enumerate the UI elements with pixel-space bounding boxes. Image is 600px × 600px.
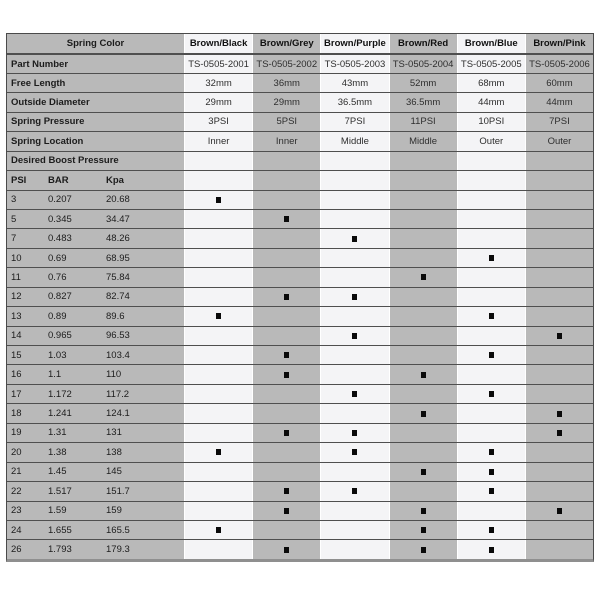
bar-value: 0.207 bbox=[44, 191, 102, 209]
empty-cell bbox=[389, 171, 457, 189]
marker-cell bbox=[389, 521, 457, 539]
empty-cell bbox=[252, 171, 320, 189]
spec-value-cell: 7PSI bbox=[525, 113, 593, 131]
marker-cell bbox=[252, 268, 320, 286]
black-square-marker bbox=[557, 430, 562, 436]
black-square-marker bbox=[421, 508, 426, 514]
boost-row bbox=[7, 384, 593, 403]
marker-cell bbox=[252, 327, 320, 345]
marker-cell bbox=[184, 249, 252, 267]
spec-value-cell: 36.5mm bbox=[320, 93, 388, 111]
marker-cell bbox=[252, 385, 320, 403]
row-label: Spring Location bbox=[7, 132, 184, 150]
boost-row bbox=[7, 423, 593, 442]
marker-cell bbox=[320, 424, 388, 442]
boost-row bbox=[7, 442, 593, 461]
black-square-marker bbox=[284, 294, 289, 300]
black-square-marker bbox=[421, 469, 426, 475]
marker-cell bbox=[389, 210, 457, 228]
marker-cell bbox=[184, 191, 252, 209]
marker-cell bbox=[389, 540, 457, 558]
psi-value: 16 bbox=[7, 365, 44, 383]
marker-cell bbox=[389, 443, 457, 461]
spec-value-cell: 52mm bbox=[389, 74, 457, 92]
psi-value: 14 bbox=[7, 327, 44, 345]
header-row bbox=[7, 34, 593, 53]
marker-cell bbox=[525, 365, 593, 383]
marker-cell bbox=[252, 443, 320, 461]
black-square-marker bbox=[557, 411, 562, 417]
psi-value: 13 bbox=[7, 307, 44, 325]
marker-cell bbox=[320, 482, 388, 500]
marker-cell bbox=[320, 191, 388, 209]
kpa-header: Kpa bbox=[102, 171, 184, 189]
boost-row bbox=[7, 287, 593, 306]
marker-cell bbox=[184, 443, 252, 461]
column-header: Brown/Red bbox=[389, 34, 457, 53]
bar-value: 0.483 bbox=[44, 229, 102, 247]
spec-value-cell: 29mm bbox=[252, 93, 320, 111]
marker-cell bbox=[320, 365, 388, 383]
spec-value-cell: TS-0505-2006 bbox=[525, 55, 593, 72]
black-square-marker bbox=[284, 352, 289, 358]
marker-cell bbox=[320, 268, 388, 286]
marker-cell bbox=[389, 249, 457, 267]
black-square-marker bbox=[216, 197, 221, 203]
boost-row bbox=[7, 326, 593, 345]
psi-header: PSI bbox=[7, 171, 44, 189]
marker-cell bbox=[320, 463, 388, 481]
black-square-marker bbox=[557, 508, 562, 514]
empty-cell bbox=[525, 152, 593, 170]
marker-cell bbox=[389, 307, 457, 325]
marker-cell bbox=[252, 424, 320, 442]
spec-value-cell: 43mm bbox=[320, 74, 388, 92]
black-square-marker bbox=[489, 255, 494, 261]
kpa-value: 103.4 bbox=[102, 346, 184, 364]
marker-cell bbox=[184, 540, 252, 558]
marker-cell bbox=[525, 482, 593, 500]
spec-value-cell: TS-0505-2003 bbox=[320, 55, 388, 72]
spec-value-cell: Inner bbox=[184, 132, 252, 150]
boost-row bbox=[7, 228, 593, 247]
bar-value: 1.31 bbox=[44, 424, 102, 442]
spec-value-cell: 3PSI bbox=[184, 113, 252, 131]
marker-cell bbox=[389, 502, 457, 520]
marker-cell bbox=[320, 288, 388, 306]
boost-row bbox=[7, 190, 593, 209]
bar-value: 0.965 bbox=[44, 327, 102, 345]
marker-cell bbox=[252, 540, 320, 558]
bar-value: 0.345 bbox=[44, 210, 102, 228]
bar-value: 1.1 bbox=[44, 365, 102, 383]
marker-cell bbox=[389, 365, 457, 383]
bar-header: BAR bbox=[44, 171, 102, 189]
marker-cell bbox=[457, 424, 525, 442]
marker-cell bbox=[320, 249, 388, 267]
marker-cell bbox=[252, 249, 320, 267]
boost-row bbox=[7, 403, 593, 422]
marker-cell bbox=[389, 327, 457, 345]
kpa-value: 124.1 bbox=[102, 404, 184, 422]
black-square-marker bbox=[557, 333, 562, 339]
black-square-marker bbox=[284, 547, 289, 553]
marker-cell bbox=[457, 404, 525, 422]
kpa-value: 75.84 bbox=[102, 268, 184, 286]
black-square-marker bbox=[284, 216, 289, 222]
marker-cell bbox=[184, 288, 252, 306]
black-square-marker bbox=[421, 411, 426, 417]
psi-value: 12 bbox=[7, 288, 44, 306]
black-square-marker bbox=[352, 488, 357, 494]
kpa-value: 89.6 bbox=[102, 307, 184, 325]
marker-cell bbox=[389, 385, 457, 403]
black-square-marker bbox=[421, 372, 426, 378]
marker-cell bbox=[320, 307, 388, 325]
marker-cell bbox=[389, 268, 457, 286]
marker-cell bbox=[457, 502, 525, 520]
marker-cell bbox=[525, 288, 593, 306]
marker-cell bbox=[184, 482, 252, 500]
marker-cell bbox=[457, 288, 525, 306]
black-square-marker bbox=[421, 547, 426, 553]
bar-value: 1.172 bbox=[44, 385, 102, 403]
spec-value-cell: 7PSI bbox=[320, 113, 388, 131]
spec-value-cell: TS-0505-2001 bbox=[184, 55, 252, 72]
psi-value: 21 bbox=[7, 463, 44, 481]
spec-value-cell: TS-0505-2002 bbox=[252, 55, 320, 72]
marker-cell bbox=[184, 385, 252, 403]
bar-value: 1.655 bbox=[44, 521, 102, 539]
psi-value: 7 bbox=[7, 229, 44, 247]
marker-cell bbox=[252, 365, 320, 383]
marker-cell bbox=[252, 521, 320, 539]
empty-cell bbox=[184, 152, 252, 170]
spec-value-cell: Inner bbox=[252, 132, 320, 150]
bar-value: 1.517 bbox=[44, 482, 102, 500]
marker-cell bbox=[457, 482, 525, 500]
kpa-value: 48.26 bbox=[102, 229, 184, 247]
marker-cell bbox=[184, 327, 252, 345]
marker-cell bbox=[457, 191, 525, 209]
marker-cell bbox=[457, 307, 525, 325]
column-header: Brown/Black bbox=[184, 34, 252, 53]
marker-cell bbox=[525, 210, 593, 228]
psi-value: 20 bbox=[7, 443, 44, 461]
marker-cell bbox=[184, 268, 252, 286]
marker-cell bbox=[184, 424, 252, 442]
spec-row bbox=[7, 112, 593, 131]
psi-value: 10 bbox=[7, 249, 44, 267]
spec-value-cell: 44mm bbox=[525, 93, 593, 111]
marker-cell bbox=[457, 346, 525, 364]
marker-cell bbox=[525, 307, 593, 325]
bar-value: 1.38 bbox=[44, 443, 102, 461]
spec-value-cell: 68mm bbox=[457, 74, 525, 92]
black-square-marker bbox=[421, 274, 426, 280]
empty-cell bbox=[320, 171, 388, 189]
black-square-marker bbox=[421, 527, 426, 533]
black-square-marker bbox=[216, 449, 221, 455]
marker-cell bbox=[525, 540, 593, 558]
empty-cell bbox=[525, 171, 593, 189]
empty-cell bbox=[457, 171, 525, 189]
marker-cell bbox=[389, 424, 457, 442]
spec-value-cell: 10PSI bbox=[457, 113, 525, 131]
empty-cell bbox=[457, 152, 525, 170]
marker-cell bbox=[184, 502, 252, 520]
marker-cell bbox=[320, 521, 388, 539]
marker-cell bbox=[252, 191, 320, 209]
marker-cell bbox=[252, 404, 320, 422]
section-label: Desired Boost Pressure bbox=[7, 152, 184, 170]
marker-cell bbox=[389, 482, 457, 500]
black-square-marker bbox=[352, 430, 357, 436]
marker-cell bbox=[184, 346, 252, 364]
marker-cell bbox=[457, 249, 525, 267]
marker-cell bbox=[457, 443, 525, 461]
kpa-value: 131 bbox=[102, 424, 184, 442]
section-row-desired-boost-pressure bbox=[7, 151, 593, 170]
spec-value-cell: 11PSI bbox=[389, 113, 457, 131]
marker-cell bbox=[184, 229, 252, 247]
spec-value-cell: 36.5mm bbox=[389, 93, 457, 111]
boost-row bbox=[7, 462, 593, 481]
marker-cell bbox=[457, 268, 525, 286]
marker-cell bbox=[457, 385, 525, 403]
spec-value-cell: 32mm bbox=[184, 74, 252, 92]
kpa-value: 117.2 bbox=[102, 385, 184, 403]
boost-row bbox=[7, 209, 593, 228]
boost-row bbox=[7, 481, 593, 500]
marker-cell bbox=[184, 210, 252, 228]
bar-value: 0.89 bbox=[44, 307, 102, 325]
column-header: Brown/Blue bbox=[457, 34, 525, 53]
marker-cell bbox=[184, 463, 252, 481]
bar-value: 1.45 bbox=[44, 463, 102, 481]
black-square-marker bbox=[284, 488, 289, 494]
marker-cell bbox=[525, 443, 593, 461]
empty-cell bbox=[389, 152, 457, 170]
black-square-marker bbox=[284, 372, 289, 378]
bar-value: 0.69 bbox=[44, 249, 102, 267]
kpa-value: 159 bbox=[102, 502, 184, 520]
psi-value: 19 bbox=[7, 424, 44, 442]
psi-value: 3 bbox=[7, 191, 44, 209]
spec-value-cell: 44mm bbox=[457, 93, 525, 111]
spec-value-cell: 5PSI bbox=[252, 113, 320, 131]
boost-row bbox=[7, 267, 593, 286]
psi-value: 15 bbox=[7, 346, 44, 364]
marker-cell bbox=[457, 540, 525, 558]
spec-row bbox=[7, 53, 593, 72]
spec-value-cell: TS-0505-2004 bbox=[389, 55, 457, 72]
marker-cell bbox=[184, 307, 252, 325]
spec-row bbox=[7, 131, 593, 150]
black-square-marker bbox=[352, 333, 357, 339]
spec-value-cell: 29mm bbox=[184, 93, 252, 111]
marker-cell bbox=[252, 307, 320, 325]
bar-value: 1.59 bbox=[44, 502, 102, 520]
black-square-marker bbox=[489, 313, 494, 319]
black-square-marker bbox=[352, 236, 357, 242]
marker-cell bbox=[457, 229, 525, 247]
psi-value: 22 bbox=[7, 482, 44, 500]
psi-value: 26 bbox=[7, 540, 44, 558]
black-square-marker bbox=[284, 430, 289, 436]
black-square-marker bbox=[489, 488, 494, 494]
kpa-value: 82.74 bbox=[102, 288, 184, 306]
empty-cell bbox=[320, 152, 388, 170]
kpa-value: 110 bbox=[102, 365, 184, 383]
row-label: Outside Diameter bbox=[7, 93, 184, 111]
marker-cell bbox=[184, 404, 252, 422]
marker-cell bbox=[457, 210, 525, 228]
black-square-marker bbox=[489, 449, 494, 455]
marker-cell bbox=[525, 502, 593, 520]
marker-cell bbox=[389, 191, 457, 209]
marker-cell bbox=[184, 365, 252, 383]
black-square-marker bbox=[489, 547, 494, 553]
marker-cell bbox=[457, 365, 525, 383]
marker-cell bbox=[252, 482, 320, 500]
bar-value: 1.793 bbox=[44, 540, 102, 558]
marker-cell bbox=[525, 463, 593, 481]
bar-value: 0.76 bbox=[44, 268, 102, 286]
marker-cell bbox=[320, 443, 388, 461]
spec-value-cell: TS-0505-2005 bbox=[457, 55, 525, 72]
marker-cell bbox=[252, 463, 320, 481]
black-square-marker bbox=[284, 508, 289, 514]
kpa-value: 145 bbox=[102, 463, 184, 481]
row-label: Part Number bbox=[7, 55, 184, 72]
spec-value-cell: Middle bbox=[320, 132, 388, 150]
empty-cell bbox=[252, 152, 320, 170]
kpa-value: 165.5 bbox=[102, 521, 184, 539]
black-square-marker bbox=[352, 449, 357, 455]
boost-row bbox=[7, 539, 593, 558]
marker-cell bbox=[252, 288, 320, 306]
marker-cell bbox=[457, 521, 525, 539]
column-header: Brown/Purple bbox=[320, 34, 388, 53]
marker-cell bbox=[457, 327, 525, 345]
marker-cell bbox=[252, 229, 320, 247]
row-label: Spring Pressure bbox=[7, 113, 184, 131]
column-header: Brown/Pink bbox=[525, 34, 593, 53]
psi-value: 5 bbox=[7, 210, 44, 228]
spec-row bbox=[7, 73, 593, 92]
boost-row bbox=[7, 501, 593, 520]
marker-cell bbox=[320, 404, 388, 422]
unit-header-row bbox=[7, 170, 593, 189]
bar-value: 0.827 bbox=[44, 288, 102, 306]
black-square-marker bbox=[352, 391, 357, 397]
marker-cell bbox=[525, 249, 593, 267]
black-square-marker bbox=[489, 352, 494, 358]
black-square-marker bbox=[216, 527, 221, 533]
spec-value-cell: Middle bbox=[389, 132, 457, 150]
marker-cell bbox=[525, 229, 593, 247]
marker-cell bbox=[252, 210, 320, 228]
kpa-value: 96.53 bbox=[102, 327, 184, 345]
psi-value: 23 bbox=[7, 502, 44, 520]
boost-row bbox=[7, 248, 593, 267]
bar-value: 1.03 bbox=[44, 346, 102, 364]
marker-cell bbox=[389, 288, 457, 306]
spec-value-cell: Outer bbox=[457, 132, 525, 150]
marker-cell bbox=[525, 191, 593, 209]
kpa-value: 20.68 bbox=[102, 191, 184, 209]
marker-cell bbox=[389, 404, 457, 422]
spec-value-cell: 36mm bbox=[252, 74, 320, 92]
black-square-marker bbox=[489, 391, 494, 397]
marker-cell bbox=[320, 210, 388, 228]
kpa-value: 138 bbox=[102, 443, 184, 461]
boost-row bbox=[7, 345, 593, 364]
psi-value: 24 bbox=[7, 521, 44, 539]
psi-value: 11 bbox=[7, 268, 44, 286]
marker-cell bbox=[389, 463, 457, 481]
marker-cell bbox=[525, 404, 593, 422]
black-square-marker bbox=[489, 527, 494, 533]
kpa-value: 179.3 bbox=[102, 540, 184, 558]
spec-value-cell: 60mm bbox=[525, 74, 593, 92]
kpa-value: 151.7 bbox=[102, 482, 184, 500]
marker-cell bbox=[525, 385, 593, 403]
marker-cell bbox=[320, 540, 388, 558]
boost-row bbox=[7, 520, 593, 539]
marker-cell bbox=[252, 346, 320, 364]
kpa-value: 68.95 bbox=[102, 249, 184, 267]
marker-cell bbox=[389, 229, 457, 247]
black-square-marker bbox=[489, 469, 494, 475]
marker-cell bbox=[320, 346, 388, 364]
marker-cell bbox=[525, 424, 593, 442]
black-square-marker bbox=[216, 313, 221, 319]
psi-value: 18 bbox=[7, 404, 44, 422]
header-label-spring-color: Spring Color bbox=[7, 34, 184, 53]
marker-cell bbox=[184, 521, 252, 539]
marker-cell bbox=[525, 327, 593, 345]
column-header: Brown/Grey bbox=[252, 34, 320, 53]
bar-value: 1.241 bbox=[44, 404, 102, 422]
boost-row bbox=[7, 364, 593, 383]
marker-cell bbox=[525, 268, 593, 286]
marker-cell bbox=[252, 502, 320, 520]
marker-cell bbox=[320, 327, 388, 345]
marker-cell bbox=[525, 521, 593, 539]
row-label: Free Length bbox=[7, 74, 184, 92]
spec-value-cell: Outer bbox=[525, 132, 593, 150]
marker-cell bbox=[320, 385, 388, 403]
boost-row bbox=[7, 306, 593, 325]
marker-cell bbox=[320, 502, 388, 520]
kpa-value: 34.47 bbox=[102, 210, 184, 228]
black-square-marker bbox=[352, 294, 357, 300]
psi-value: 17 bbox=[7, 385, 44, 403]
marker-cell bbox=[320, 229, 388, 247]
marker-cell bbox=[389, 346, 457, 364]
empty-cell bbox=[184, 171, 252, 189]
spring-spec-table bbox=[6, 33, 594, 562]
spec-row bbox=[7, 92, 593, 111]
marker-cell bbox=[525, 346, 593, 364]
marker-cell bbox=[457, 463, 525, 481]
